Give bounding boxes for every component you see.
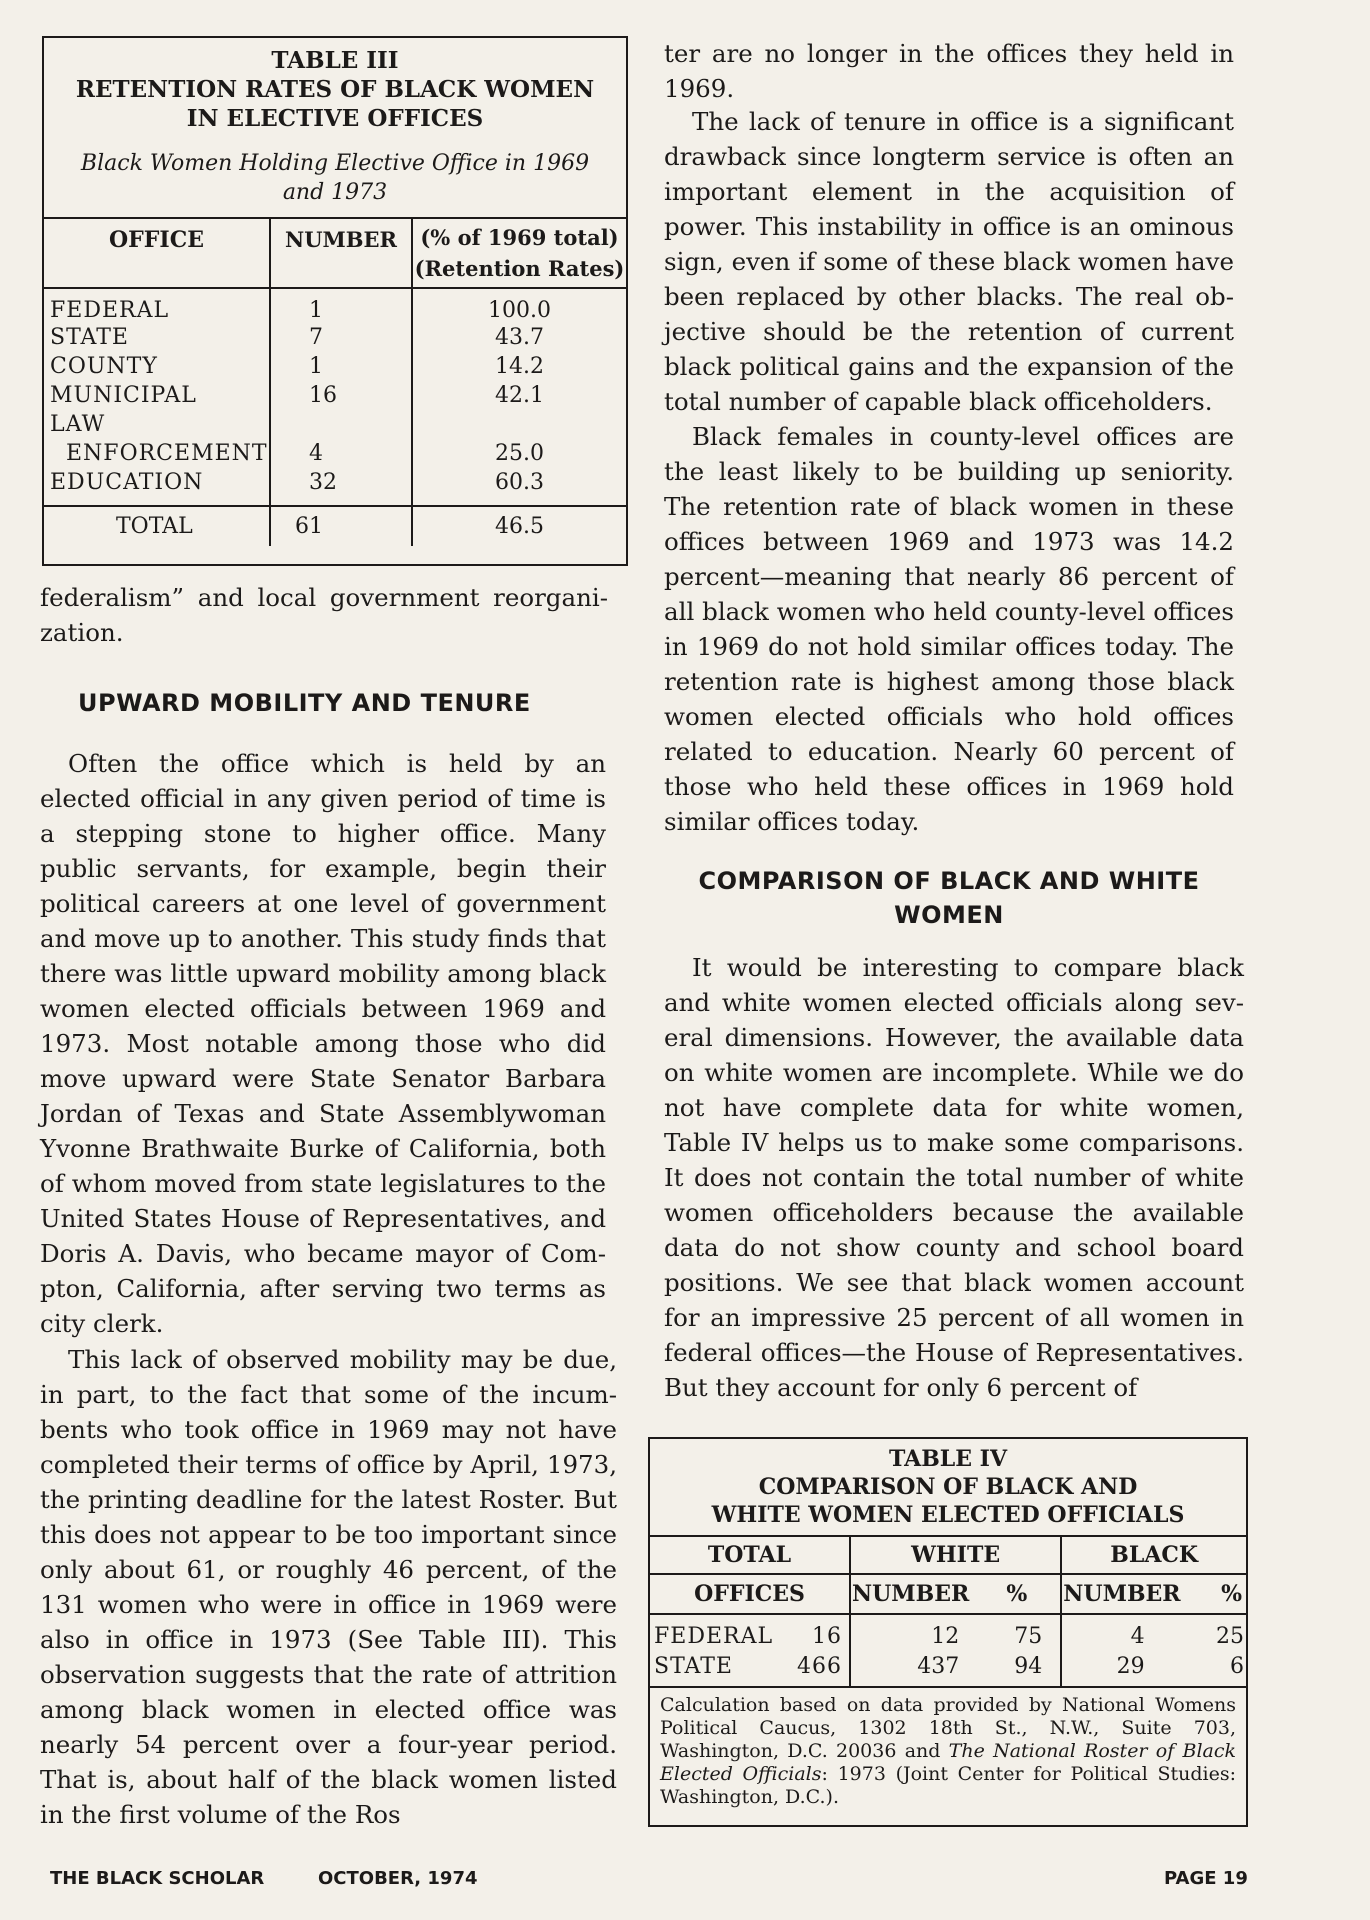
office-total: 466	[797, 1654, 842, 1679]
cell-office: STATE	[50, 325, 129, 350]
col-header-black-number: NUMBER	[1061, 1574, 1184, 1614]
heading-comparison: COMPARISON OF BLACK AND WHITE WOMEN	[698, 867, 1200, 929]
cell-office: COUNTY	[50, 354, 158, 379]
table-iii-grid	[44, 217, 626, 546]
table-iii-subtitle: Black Women Holding Elective Office in 1969 and 1973	[80, 151, 590, 205]
cell-office	[650, 1614, 850, 1650]
cell-white-pct: 75	[1014, 1624, 1043, 1649]
cell-rate: 42.1	[412, 382, 626, 411]
col-header-offices: OFFICES	[694, 1581, 805, 1607]
col-header-total: TOTAL	[707, 1542, 792, 1568]
footer-date: OCTOBER, 1974	[318, 1868, 478, 1889]
cell-number: 7	[270, 324, 412, 353]
col-header-black-pct: %	[1221, 1581, 1242, 1607]
cell-black-number: 4	[1061, 1614, 1184, 1650]
right-paragraph-1: The lack of tenure in office is a significant drawback since longterm service is often an important element in the acquisition of power. This instability in office is an ominous sign, even if some of these black women have been replaced by other blacks. The real objective should be the retention of current black political gains and the expansion of the total number of capable black officeholders.	[664, 107, 1234, 416]
total-label: TOTAL	[116, 514, 193, 539]
table-row	[44, 353, 626, 382]
table-iii-title: TABLE III RETENTION RATES OF BLACK WOMEN IN ELECTIVE OFFICES	[75, 47, 595, 132]
spacer-cell	[270, 498, 412, 506]
table-iv-header-row-2	[650, 1574, 1246, 1614]
table-row	[44, 440, 626, 469]
col-header-white-pct: %	[1006, 1581, 1028, 1607]
table-row	[650, 1614, 1246, 1650]
office-name: STATE	[654, 1654, 733, 1679]
cell-rate: 43.7	[412, 324, 626, 353]
table-row	[44, 411, 626, 440]
col-header-white: WHITE	[850, 1536, 1061, 1574]
spacer-cell	[412, 498, 626, 506]
table-iii	[42, 36, 628, 566]
table-row	[44, 288, 626, 324]
table-row	[44, 382, 626, 411]
table-row	[44, 469, 626, 498]
cell-office: ENFORCEMENT	[66, 441, 268, 466]
table-iii-total-row	[44, 506, 626, 546]
cell-rate: 100.0	[412, 288, 626, 324]
cell-rate: 60.3	[412, 469, 626, 498]
table-iii-header-row	[44, 218, 626, 288]
cell-number	[270, 411, 412, 440]
right-paragraph-3: It would be interesting to compare black and white women elected officials along several dimensions. However, the available data on white women are incomplete. While we do not have complete data for white women, Table IV helps us to make some comparisons. It does not contain the total number of white women officeholders because the available data do not show county and school board positions. We see that black women account for an impressive 25 percent of all women in federal offices—the House of Representatives. But they account for only 6 percent of	[664, 953, 1244, 1402]
cell-black-pct: 6	[1230, 1654, 1244, 1679]
footer-journal: THE BLACK SCHOLAR	[50, 1868, 265, 1889]
cell-white-number: 437	[850, 1650, 973, 1680]
col-header-retention: (% of 1969 total) (Retention Rates)	[412, 218, 626, 288]
cell-office: MUNICIPAL	[50, 383, 197, 408]
table-iii-body	[44, 288, 626, 506]
cell-rate: 25.0	[412, 440, 626, 469]
cell-office: FEDERAL	[50, 298, 170, 323]
office-total: 16	[812, 1624, 842, 1649]
cell-number: 32	[270, 469, 412, 498]
col-header-number: NUMBER	[270, 218, 412, 288]
cell-number: 1	[270, 353, 412, 382]
cell-white-pct: 94	[1014, 1654, 1043, 1679]
office-name: FEDERAL	[654, 1624, 774, 1649]
table-row	[650, 1650, 1246, 1680]
table-iv	[648, 1437, 1248, 1827]
col-header-office: OFFICE	[109, 227, 204, 253]
spacer-cell	[44, 498, 270, 506]
cell-office: EDUCATION	[50, 470, 204, 495]
cell-rate	[412, 411, 626, 440]
left-paragraph-1: Often the office which is held by an elected official in any given period of time is a stepping stone to higher office. Many public servants, for example, begin their political careers at one level of government and move up to another. This study finds that there was little upward mobility among black women elected officials between 1969 and 1973. Most notable among those who did move upward were State Senator Barbara Jordan of Texas and State Assemblywoman Yvonne Brathwaite Burke of California, both of whom moved from state legislatures to the United States House of Representatives, and Doris A. Davis, who became mayor of Compton, California, after serving two terms as city clerk.	[40, 749, 606, 1338]
right-paragraph-continued: ter are no longer in the offices they held in 1969.	[664, 39, 1234, 103]
table-iv-title: TABLE IV COMPARISON OF BLACK AND WHITE WOMEN ELECTED OFFICIALS	[711, 1446, 1185, 1528]
heading-upward-mobility: UPWARD MOBILITY AND TENURE	[78, 689, 531, 717]
footer-page-number: PAGE 19	[1164, 1868, 1248, 1889]
table-spacer-row	[44, 498, 626, 506]
cell-number: 16	[270, 382, 412, 411]
cell-rate: 14.2	[412, 353, 626, 382]
table-row	[44, 324, 626, 353]
total-rate: 46.5	[412, 506, 626, 546]
cell-number: 4	[270, 440, 412, 469]
cell-black-number: 29	[1061, 1650, 1184, 1680]
cell-black-pct: 25	[1216, 1624, 1244, 1649]
col-header-black: BLACK	[1061, 1536, 1246, 1574]
left-paragraph-continued: federalism” and local government reorganization.	[40, 583, 608, 647]
left-paragraph-2: This lack of observed mobility may be due, in part, to the fact that some of the incumbents who took office in 1969 may not have completed their terms of office by April, 1973, the printing deadline for the latest Roster. But this does not appear to be too important since only about 61, or roughly 46 percent, of the 131 women who were in office in 1969 were also in office in 1973 (See Table III). This observation suggests that the rate of attrition among black women in elected office was nearly 54 percent over a four-year period. That is, about half of the black women listed in the first volume of the Ros	[40, 1345, 617, 1829]
table-iv-grid	[650, 1535, 1246, 1686]
cell-white-number: 12	[850, 1614, 973, 1650]
right-paragraph-2: Black females in county-level offices are the least likely to be building up seniority. The retention rate of black women in these offices between 1969 and 1973 was 14.2 percent—meaning that nearly 86 percent of all black women who held county-level offices in 1969 do not hold similar offices today. The retention rate is highest among those black women elected officials who hold offices related to education. Nearly 60 percent of those who held these offices in 1969 hold similar offices today.	[664, 422, 1234, 836]
col-header-white-number: NUMBER	[850, 1574, 973, 1614]
table-iv-header-row-1	[650, 1536, 1246, 1574]
table-iv-body	[650, 1614, 1246, 1686]
cell-office: LAW	[50, 412, 106, 437]
total-number: 61	[270, 506, 412, 546]
cell-office	[650, 1650, 850, 1680]
table-iv-note: Calculation based on data provided by National Womens Political Caucus, 1302 18th St., N.W., Suite 703, Washington, D.C. 20036 and The National Roster of Black Elected Officials: 1973 (Joint Center for Political Studies: Washington, D.C.).	[650, 1686, 1246, 1813]
cell-number: 1	[270, 288, 412, 324]
